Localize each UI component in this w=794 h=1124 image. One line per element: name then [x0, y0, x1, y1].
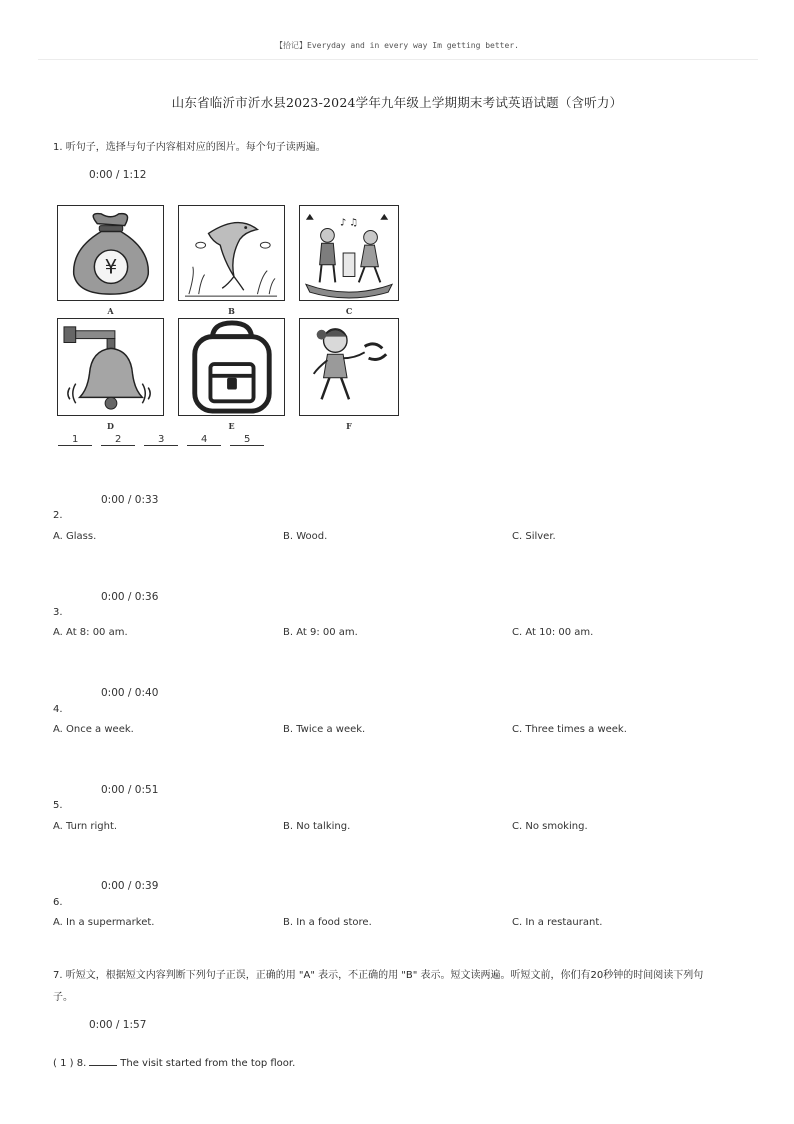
q4-option-b[interactable]: B. Twice a week. — [283, 724, 366, 735]
picture-c — [299, 205, 399, 301]
svg-text:¥: ¥ — [104, 255, 118, 279]
musicians-icon — [300, 206, 398, 300]
page-title: 山东省临沂市沂水县2023-2024学年九年级上学期期末考试英语试题（含听力） — [171, 95, 623, 110]
q5-option-a[interactable]: A. Turn right. — [53, 821, 118, 832]
q4-audio-player[interactable]: 0:00 / 0:40 — [101, 687, 159, 699]
picture-label-a: A — [107, 306, 114, 316]
header-divider — [38, 59, 758, 60]
picture-d — [57, 318, 164, 416]
q7-instruction-line2: 子。 — [53, 992, 73, 1003]
q8-answer-blank[interactable] — [89, 1056, 117, 1066]
picture-label-d: D — [107, 421, 114, 431]
svg-text:♪ ♫: ♪ ♫ — [339, 217, 359, 229]
answer-blank-5[interactable]: 5 — [230, 434, 264, 446]
q8-prefix: ( 1 ) 8. — [53, 1058, 87, 1069]
q3-option-c[interactable]: C. At 10: 00 am. — [512, 627, 594, 638]
q6-option-b[interactable]: B. In a food store. — [283, 917, 372, 928]
q5-option-c[interactable]: C. No smoking. — [512, 821, 588, 832]
picture-label-e: E — [228, 421, 235, 431]
q2-option-c[interactable]: C. Silver. — [512, 531, 556, 542]
answer-blank-4[interactable]: 4 — [187, 434, 221, 446]
q4-number: 4. — [53, 704, 63, 715]
q3-option-b[interactable]: B. At 9: 00 am. — [283, 627, 358, 638]
girl-dancing-icon — [300, 319, 398, 415]
answer-blank-2[interactable]: 2 — [101, 434, 135, 446]
q2-option-b[interactable]: B. Wood. — [283, 531, 328, 542]
q7-instruction-line1: 7. 听短文，根据短文内容判断下列句子正误，正确的用 "A" 表示，不正确的用 "B" 表示。短文读两遍。听短文前，你们有20秒钟的时间阅读下列句 — [53, 970, 704, 981]
q6-option-a[interactable]: A. In a supermarket. — [53, 917, 155, 928]
dolphin-icon — [179, 206, 284, 300]
q3-option-a[interactable]: A. At 8: 00 am. — [53, 627, 128, 638]
q6-number: 6. — [53, 897, 63, 908]
q6-option-c[interactable]: C. In a restaurant. — [512, 917, 603, 928]
backpack-icon — [179, 319, 284, 415]
header-note: 【拾记】Everyday and in every way Im getting better. — [275, 41, 519, 50]
q8-item — [53, 1056, 295, 1069]
picture-f — [299, 318, 399, 416]
q6-audio-player[interactable]: 0:00 / 0:39 — [101, 880, 159, 892]
picture-label-b: B — [228, 306, 235, 316]
q7-audio-player[interactable]: 0:00 / 1:57 — [89, 1019, 147, 1031]
q1-instruction: 1. 听句子，选择与句子内容相对应的图片。每个句子读两遍。 — [53, 142, 326, 153]
picture-label-c: C — [345, 306, 353, 316]
q4-option-c[interactable]: C. Three times a week. — [512, 724, 627, 735]
q5-number: 5. — [53, 800, 63, 811]
q5-audio-player[interactable]: 0:00 / 0:51 — [101, 784, 159, 796]
q2-option-a[interactable]: A. Glass. — [53, 531, 97, 542]
picture-e — [178, 318, 285, 416]
q5-option-b[interactable]: B. No talking. — [283, 821, 351, 832]
q2-audio-player[interactable]: 0:00 / 0:33 — [101, 494, 159, 506]
q1-audio-player[interactable]: 0:00 / 1:12 — [89, 169, 147, 181]
q8-statement: The visit started from the top floor. — [120, 1058, 296, 1069]
q4-option-a[interactable]: A. Once a week. — [53, 724, 134, 735]
picture-a — [57, 205, 164, 301]
bell-icon — [58, 319, 163, 415]
answer-blank-3[interactable]: 3 — [144, 434, 178, 446]
picture-b — [178, 205, 285, 301]
money-bag-icon — [58, 206, 163, 300]
answer-blank-1[interactable]: 1 — [58, 434, 92, 446]
picture-label-f: F — [346, 421, 352, 431]
q3-number: 3. — [53, 607, 63, 618]
q3-audio-player[interactable]: 0:00 / 0:36 — [101, 591, 159, 603]
q2-number: 2. — [53, 510, 63, 521]
